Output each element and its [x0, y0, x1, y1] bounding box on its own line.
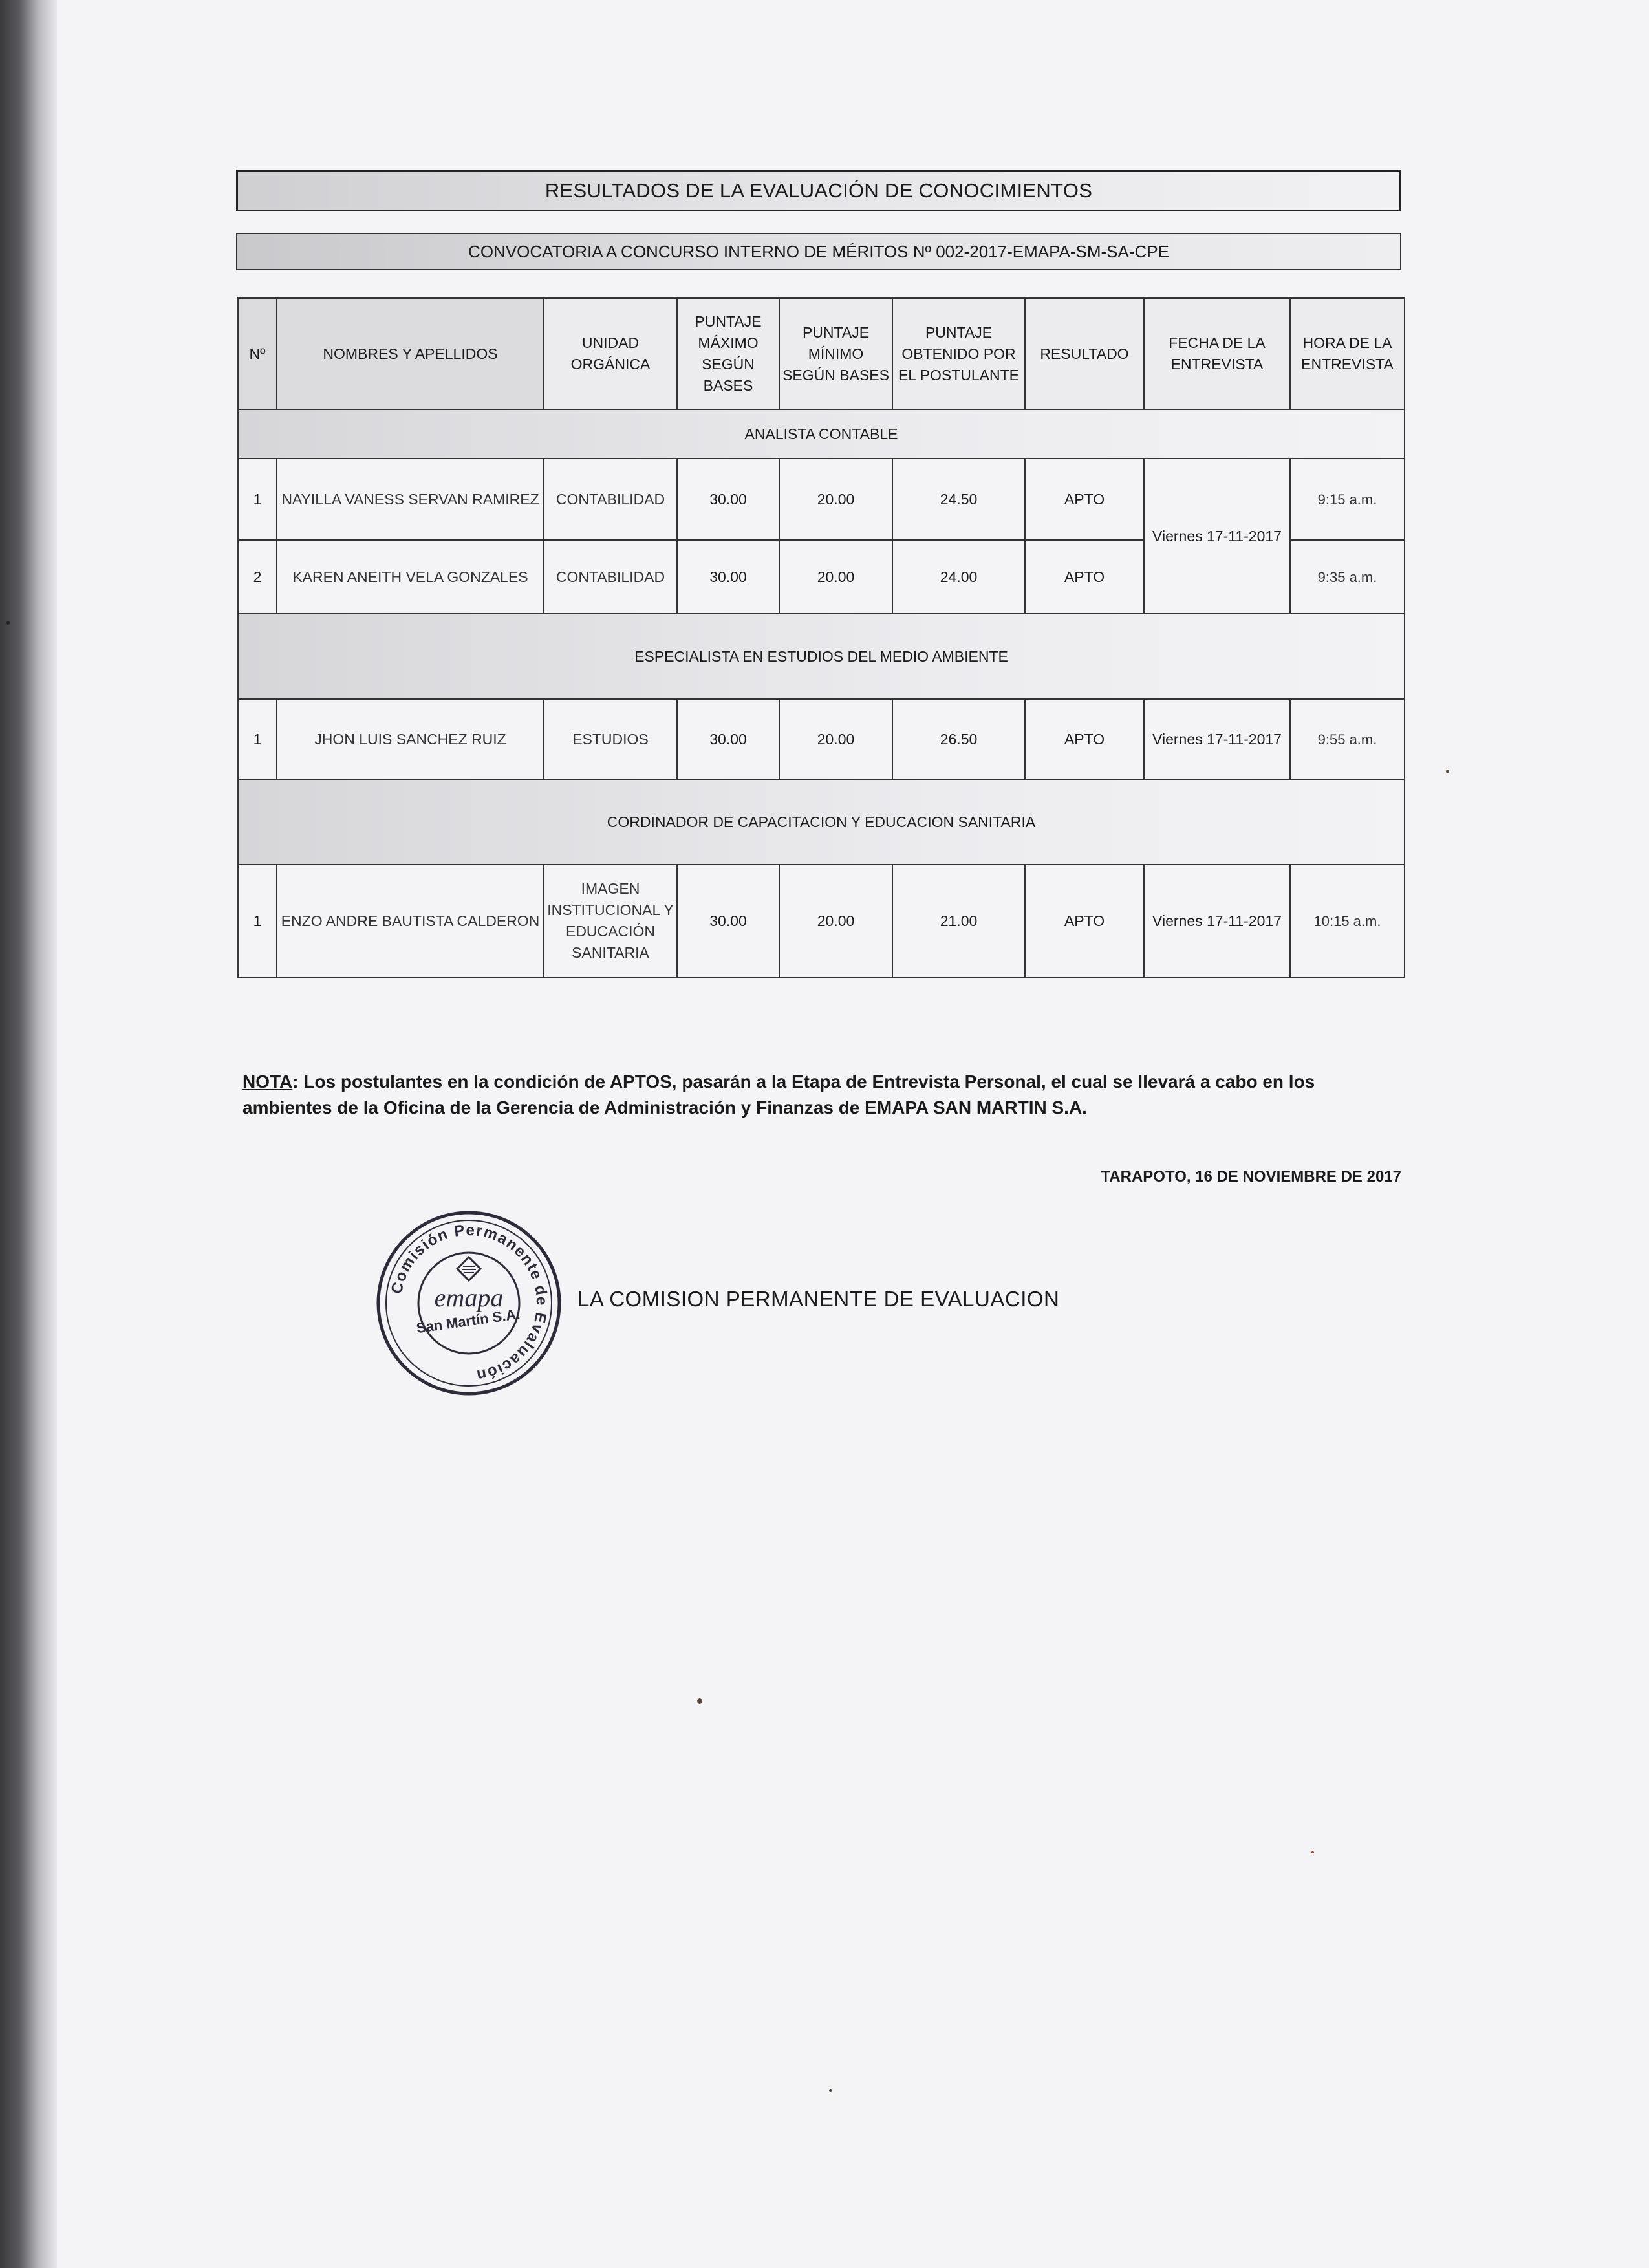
section-row [238, 614, 1405, 699]
cell-puntaje-maximo: 30.00 [677, 699, 779, 779]
document-subtitle [236, 233, 1401, 270]
section-title: ANALISTA CONTABLE [238, 409, 1405, 459]
cell-puntaje-minimo: 20.00 [779, 540, 892, 614]
cell-fecha: Viernes 17-11-2017 [1144, 459, 1290, 614]
paper-speck [6, 621, 10, 625]
col-header-puntaje-maximo: PUNTAJE MÁXIMO SEGÚN BASES [677, 298, 779, 409]
col-header-nombres: NOMBRES Y APELLIDOS [277, 298, 544, 409]
cell-puntaje-obtenido: 26.50 [892, 699, 1025, 779]
commission-stamp-seal [375, 1209, 563, 1397]
col-header-unidad: UNIDAD ORGÁNICA [544, 298, 677, 409]
cell-puntaje-minimo: 20.00 [779, 459, 892, 540]
scan-left-edge-shadow [0, 0, 57, 2268]
table-header-row [238, 298, 1405, 409]
paper-speck [697, 1698, 702, 1704]
cell-resultado: APTO [1025, 540, 1144, 614]
cell-fecha: Viernes 17-11-2017 [1144, 699, 1290, 779]
paper-speck [1311, 1851, 1314, 1853]
cell-hora: 9:35 a.m. [1290, 540, 1405, 614]
cell-nombre: NAYILLA VANESS SERVAN RAMIREZ [277, 459, 544, 540]
cell-unidad: CONTABILIDAD [544, 459, 677, 540]
cell-hora: 9:55 a.m. [1290, 699, 1405, 779]
col-header-fecha: FECHA DE LA ENTREVISTA [1144, 298, 1290, 409]
stamp-ring-text: Comisión Permanente de Evaluación [387, 1221, 551, 1385]
cell-unidad: CONTABILIDAD [544, 540, 677, 614]
cell-nombre: KAREN ANEITH VELA GONZALES [277, 540, 544, 614]
cell-n: 1 [238, 459, 277, 540]
cell-nombre: JHON LUIS SANCHEZ RUIZ [277, 699, 544, 779]
cell-fecha: Viernes 17-11-2017 [1144, 865, 1290, 977]
cell-hora: 9:15 a.m. [1290, 459, 1405, 540]
cell-unidad: IMAGEN INSTITUCIONAL Y EDUCACIÓN SANITARIA [544, 865, 677, 977]
stamp-brand: emapa [434, 1283, 504, 1312]
paper-speck [1446, 770, 1449, 773]
emapa-logo-icon [457, 1257, 480, 1280]
cell-resultado: APTO [1025, 865, 1144, 977]
place-date: TARAPOTO, 16 DE NOVIEMBRE DE 2017 [1101, 1168, 1401, 1185]
table-row [238, 865, 1405, 977]
table-row [238, 459, 1405, 540]
cell-unidad: ESTUDIOS [544, 699, 677, 779]
col-header-puntaje-minimo: PUNTAJE MÍNIMO SEGÚN BASES [779, 298, 892, 409]
section-title: CORDINADOR DE CAPACITACION Y EDUCACION SANITARIA [238, 779, 1405, 865]
cell-puntaje-maximo: 30.00 [677, 865, 779, 977]
document-subtitle-text: CONVOCATORIA A CONCURSO INTERNO DE MÉRITOS Nº 002-2017-EMAPA-SM-SA-CPE [468, 241, 1169, 261]
cell-n: 1 [238, 699, 277, 779]
cell-puntaje-maximo: 30.00 [677, 459, 779, 540]
cell-puntaje-obtenido: 24.00 [892, 540, 1025, 614]
nota-text: : Los postulantes en la condición de APTOS, pasarán a la Etapa de Entrevista Personal, el cual se llevará a cabo en los ambientes de la Oficina de la Gerencia de Administración y Finanzas de EMAPA SAN MARTIN S.A. [242, 1072, 1315, 1118]
nota-label: NOTA [242, 1072, 293, 1092]
cell-puntaje-minimo: 20.00 [779, 865, 892, 977]
col-header-resultado: RESULTADO [1025, 298, 1144, 409]
section-title: ESPECIALISTA EN ESTUDIOS DEL MEDIO AMBIENTE [238, 614, 1405, 699]
stamp-brand-sub: San Martín S.A. [415, 1305, 521, 1337]
col-header-hora: HORA DE LA ENTREVISTA [1290, 298, 1405, 409]
section-row [238, 779, 1405, 865]
cell-puntaje-minimo: 20.00 [779, 699, 892, 779]
cell-resultado: APTO [1025, 699, 1144, 779]
cell-n: 2 [238, 540, 277, 614]
col-header-puntaje-obtenido: PUNTAJE OBTENIDO POR EL POSTULANTE [892, 298, 1025, 409]
document-title [236, 170, 1401, 211]
col-header-n: Nº [238, 298, 277, 409]
section-row [238, 409, 1405, 459]
cell-puntaje-maximo: 30.00 [677, 540, 779, 614]
cell-resultado: APTO [1025, 459, 1144, 540]
cell-hora: 10:15 a.m. [1290, 865, 1405, 977]
results-table [237, 297, 1405, 978]
cell-n: 1 [238, 865, 277, 977]
cell-puntaje-obtenido: 24.50 [892, 459, 1025, 540]
nota-paragraph [242, 1069, 1400, 1121]
paper-speck [829, 2089, 832, 2092]
cell-nombre: ENZO ANDRE BAUTISTA CALDERON [277, 865, 544, 977]
table-row [238, 699, 1405, 779]
signature-commission: LA COMISION PERMANENTE DE EVALUACION [577, 1287, 1060, 1311]
cell-puntaje-obtenido: 21.00 [892, 865, 1025, 977]
document-title-text: RESULTADOS DE LA EVALUACIÓN DE CONOCIMIENTOS [544, 179, 1093, 202]
